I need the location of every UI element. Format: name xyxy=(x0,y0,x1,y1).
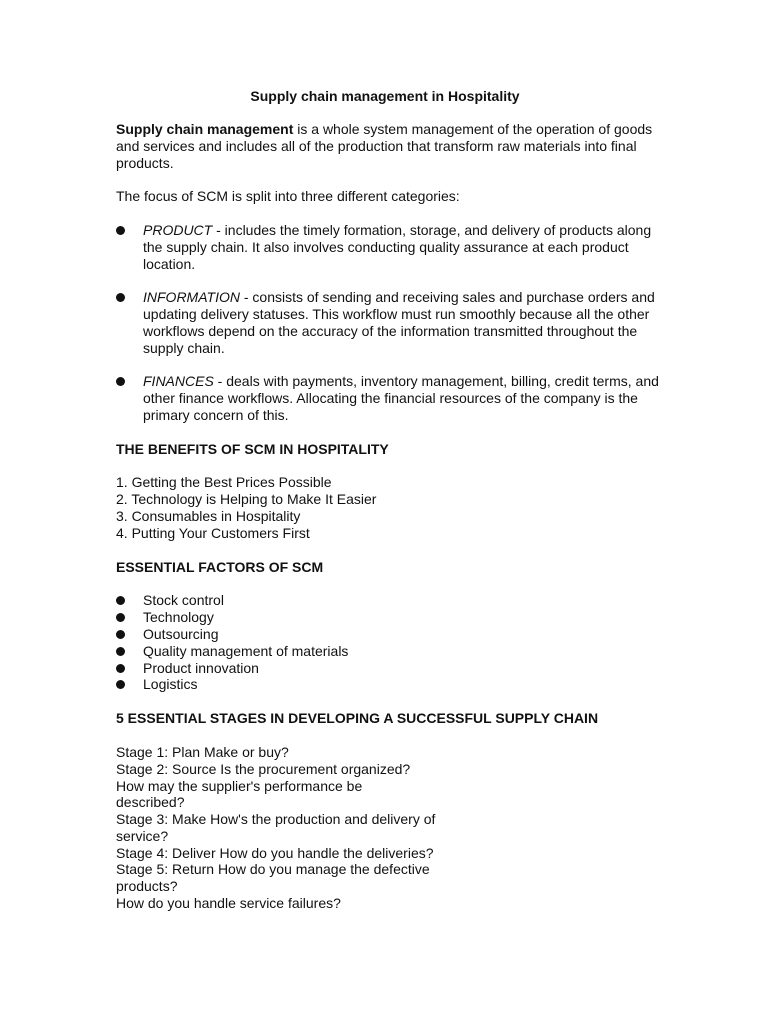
list-item: Technology xyxy=(116,609,768,626)
list-item: service? xyxy=(116,827,169,844)
list-item: 1. Getting the Best Prices Possible xyxy=(116,474,332,491)
stages-list xyxy=(116,744,476,912)
category-item-information xyxy=(116,289,663,356)
focus-paragraph: The focus of SCM is split into three different categories: xyxy=(116,188,460,205)
list-item: How may the supplier's performance be xyxy=(116,777,363,794)
category-name: FINANCES xyxy=(143,373,214,390)
benefits-heading: THE BENEFITS OF SCM IN HOSPITALITY xyxy=(116,440,389,457)
list-item: Logistics xyxy=(116,676,768,693)
document-title: Supply chain management in Hospitality xyxy=(250,88,520,104)
list-item: 4. Putting Your Customers First xyxy=(116,524,310,541)
bullet-icon xyxy=(116,630,125,639)
list-item: Stock control xyxy=(116,592,768,609)
list-item: Stage 1: Plan Make or buy? xyxy=(116,743,289,760)
category-name: INFORMATION xyxy=(143,289,240,306)
factors-list xyxy=(116,592,768,693)
category-item-finances xyxy=(116,373,663,423)
list-item: Stage 2: Source Is the procurement organized? xyxy=(116,760,411,777)
bullet-icon xyxy=(116,664,125,673)
list-item: Outsourcing xyxy=(116,626,768,643)
list-item: described? xyxy=(116,794,185,811)
intro-term: Supply chain management xyxy=(116,121,294,137)
list-item: Product innovation xyxy=(116,660,768,677)
category-text: - deals with payments, inventory management, billing, credit terms, and other finance workflows. Allocating the financial resources of the company is the primary concern of this. xyxy=(143,373,659,423)
benefits-list xyxy=(116,474,768,541)
category-text: - includes the timely formation, storage, and delivery of products along the supply chain. It also involves conducting quality assurance at each product location. xyxy=(143,222,652,272)
list-item: Stage 4: Deliver How do you handle the deliveries? xyxy=(116,844,434,861)
category-text: - consists of sending and receiving sales and purchase orders and updating delivery statuses. This workflow must run smoothly because all the other workflows depend on the accuracy of the information transmitted throughout the supply chain. xyxy=(143,289,655,356)
category-list xyxy=(116,222,768,424)
bullet-icon xyxy=(116,647,125,656)
intro-text: is a whole system management of the operation of goods and services and includes all of the production that transform raw materials into final products. xyxy=(116,121,653,171)
bullet-icon xyxy=(116,596,125,605)
factors-heading: ESSENTIAL FACTORS OF SCM xyxy=(116,558,324,575)
list-item: Quality management of materials xyxy=(116,643,768,660)
intro-paragraph xyxy=(116,121,676,171)
list-item: 2. Technology is Helping to Make It Easier xyxy=(116,491,377,508)
list-item: products? xyxy=(116,878,178,895)
list-item: 3. Consumables in Hospitality xyxy=(116,507,301,524)
list-item: Stage 3: Make How's the production and delivery of xyxy=(116,811,436,828)
bullet-icon xyxy=(116,293,125,302)
stages-heading: 5 ESSENTIAL STAGES IN DEVELOPING A SUCCESSFUL SUPPLY CHAIN xyxy=(116,710,599,727)
category-name: PRODUCT xyxy=(143,222,213,239)
bullet-icon xyxy=(116,226,125,235)
list-item: How do you handle service failures? xyxy=(116,895,341,912)
bullet-icon xyxy=(116,377,125,386)
bullet-icon xyxy=(116,680,125,689)
list-item: Stage 5: Return How do you manage the defective xyxy=(116,861,430,878)
category-item-product xyxy=(116,222,663,272)
bullet-icon xyxy=(116,613,125,622)
